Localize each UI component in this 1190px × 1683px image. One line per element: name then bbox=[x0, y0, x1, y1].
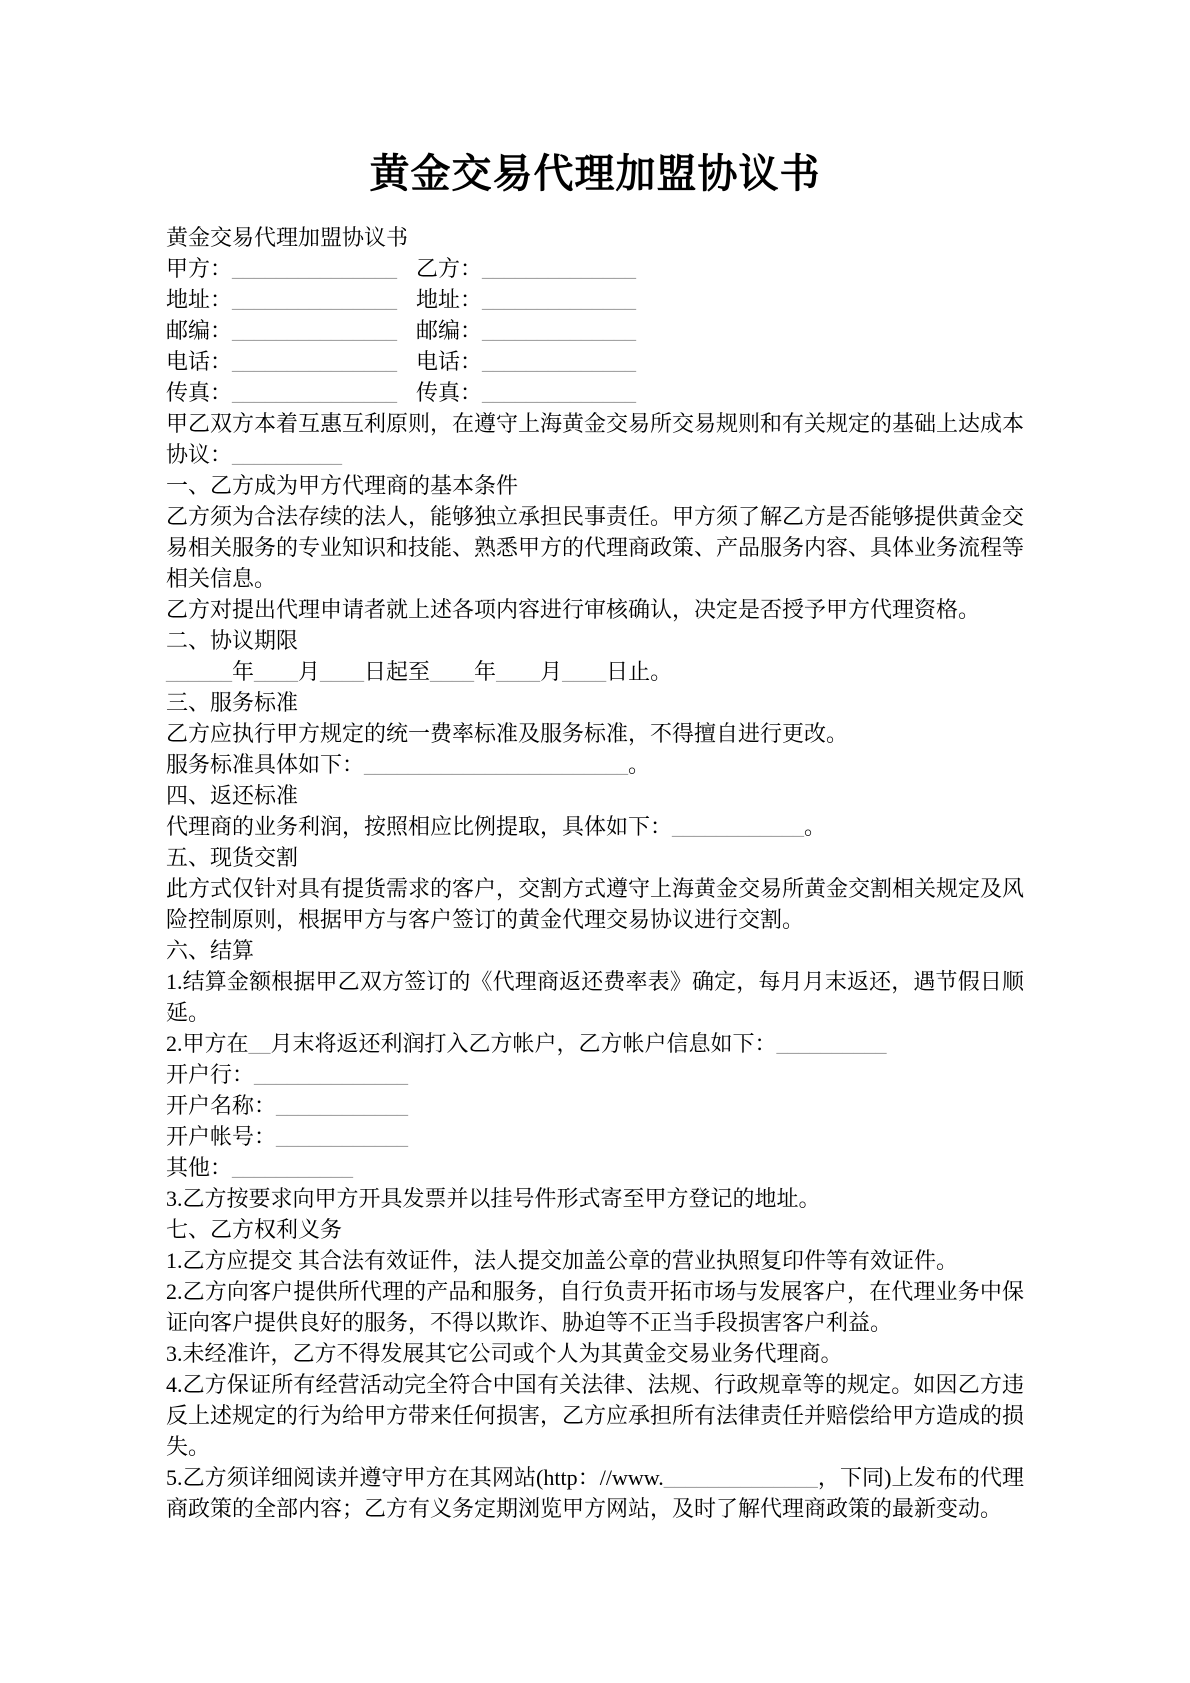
agreement-paragraph: 1.结算金额根据甲乙双方签订的《代理商返还费率表》确定，每月月末返还，遇节假日顺延。 bbox=[166, 969, 1024, 1025]
party-field-left: 甲方：_______________ bbox=[166, 256, 398, 281]
agreement-paragraph: 2.乙方向客户提供所代理的产品和服务，自行负责开拓市场与发展客户，在代理业务中保证向客户提供良好的服务，不得以欺诈、胁迫等不正当手段损害客户利益。 bbox=[166, 1279, 1024, 1335]
party-info-section bbox=[166, 253, 1024, 408]
fill-in-blank: ____ bbox=[562, 659, 607, 684]
agreement-paragraph: 七、乙方权利义务 bbox=[166, 1217, 343, 1242]
agreement-clauses-section bbox=[166, 408, 1024, 1524]
fill-in-blank: _______________ bbox=[232, 349, 398, 374]
fill-in-blank: ________________________ bbox=[364, 752, 629, 777]
fill-in-blank: _______________ bbox=[232, 380, 398, 405]
fill-in-blank: ______________ bbox=[482, 287, 637, 312]
agreement-paragraph: 5.乙方须详细阅读并遵守甲方在其网站(http：//www.______________，下同)上发布的代理商政策的全部内容；乙方有义务定期浏览甲方网站，及时了解代理商政策的最新变动。 bbox=[166, 1465, 1025, 1521]
agreement-paragraph: ______年____月____日起至____年____月____日止。 bbox=[166, 659, 673, 684]
fill-in-blank: ______________ bbox=[482, 380, 637, 405]
fill-in-blank: ___________ bbox=[232, 1155, 354, 1180]
party-field-right: 乙方：______________ bbox=[416, 256, 637, 281]
fill-in-blank: ____ bbox=[430, 659, 475, 684]
agreement-paragraph: 3.乙方按要求向甲方开具发票并以挂号件形式寄至甲方登记的地址。 bbox=[166, 1186, 821, 1211]
document-title: 黄金交易代理加盟协议书 bbox=[369, 151, 821, 196]
party-field-right: 电话：______________ bbox=[416, 349, 637, 374]
fill-in-blank: _______________ bbox=[232, 256, 398, 281]
agreement-paragraph: 开户帐号：____________ bbox=[166, 1124, 409, 1149]
fill-in-blank: ______________ bbox=[482, 349, 637, 374]
agreement-paragraph: 乙方须为合法存续的法人，能够独立承担民事责任。甲方须了解乙方是否能够提供黄金交易相关服务的专业知识和技能、熟悉甲方的代理商政策、产品服务内容、具体业务流程等相关信息。 bbox=[166, 504, 1025, 591]
party-field-left: 电话：_______________ bbox=[166, 349, 398, 374]
agreement-paragraph: 开户名称：____________ bbox=[166, 1093, 409, 1118]
fill-in-blank: ______________ bbox=[254, 1062, 409, 1087]
fill-in-blank: __________ bbox=[776, 1031, 887, 1056]
fill-in-blank: __________ bbox=[232, 442, 343, 467]
party-info-row bbox=[166, 253, 1024, 284]
fill-in-blank: ______ bbox=[166, 659, 232, 684]
agreement-paragraph: 4.乙方保证所有经营活动完全符合中国有关法律、法规、行政规章等的规定。如因乙方违反上述规定的行为给甲方带来任何损害，乙方应承担所有法律责任并赔偿给甲方造成的损失。 bbox=[166, 1372, 1025, 1459]
document-body bbox=[166, 222, 1024, 1524]
party-field-left: 地址：_______________ bbox=[166, 287, 398, 312]
agreement-paragraph: 二、协议期限 bbox=[166, 628, 299, 653]
fill-in-blank: ______________ bbox=[482, 318, 637, 343]
agreement-paragraph: 甲乙双方本着互惠互利原则，在遵守上海黄金交易所交易规则和有关规定的基础上达成本协议：__________ bbox=[166, 411, 1025, 467]
agreement-paragraph: 乙方应执行甲方规定的统一费率标准及服务标准，不得擅自进行更改。 bbox=[166, 721, 849, 746]
document-subtitle: 黄金交易代理加盟协议书 bbox=[166, 225, 409, 250]
fill-in-blank: ______________ bbox=[482, 256, 637, 281]
agreement-paragraph: 3.未经准许，乙方不得发展其它公司或个人为其黄金交易业务代理商。 bbox=[166, 1341, 843, 1366]
fill-in-blank: ____________ bbox=[276, 1093, 409, 1118]
agreement-paragraph: 开户行：______________ bbox=[166, 1062, 409, 1087]
agreement-paragraph: 三、服务标准 bbox=[166, 690, 299, 715]
agreement-paragraph: 2.甲方在__月末将返还利润打入乙方帐户，乙方帐户信息如下：__________ bbox=[166, 1031, 887, 1056]
party-info-row bbox=[166, 315, 1024, 346]
fill-in-blank: ____________ bbox=[276, 1124, 409, 1149]
fill-in-blank: ____ bbox=[320, 659, 365, 684]
party-field-right: 传真：______________ bbox=[416, 380, 637, 405]
agreement-paragraph: 五、现货交割 bbox=[166, 845, 299, 870]
agreement-paragraph: 六、结算 bbox=[166, 938, 255, 963]
party-info-row bbox=[166, 346, 1024, 377]
agreement-paragraph: 服务标准具体如下：________________________。 bbox=[166, 752, 651, 777]
party-field-right: 地址：______________ bbox=[416, 287, 637, 312]
party-info-row bbox=[166, 377, 1024, 408]
agreement-paragraph: 一、乙方成为甲方代理商的基本条件 bbox=[166, 473, 519, 498]
fill-in-blank: _______________ bbox=[232, 287, 398, 312]
fill-in-blank: ____ bbox=[254, 659, 299, 684]
agreement-paragraph: 此方式仅针对具有提货需求的客户，交割方式遵守上海黄金交易所黄金交割相关规定及风险控制原则，根据甲方与客户签订的黄金代理交易协议进行交割。 bbox=[166, 876, 1025, 932]
agreement-paragraph: 其他：___________ bbox=[166, 1155, 354, 1180]
fill-in-blank: ____________ bbox=[672, 814, 805, 839]
fill-in-blank: ______________ bbox=[663, 1465, 818, 1490]
party-field-left: 邮编：_______________ bbox=[166, 318, 398, 343]
party-field-left: 传真：_______________ bbox=[166, 380, 398, 405]
fill-in-blank: ____ bbox=[496, 659, 541, 684]
party-info-row bbox=[166, 284, 1024, 315]
agreement-paragraph: 四、返还标准 bbox=[166, 783, 299, 808]
fill-in-blank: _______________ bbox=[232, 318, 398, 343]
agreement-paragraph: 1.乙方应提交 其合法有效证件，法人提交加盖公章的营业执照复印件等有效证件。 bbox=[166, 1248, 959, 1273]
party-field-right: 邮编：______________ bbox=[416, 318, 637, 343]
fill-in-blank: __ bbox=[248, 1031, 271, 1056]
agreement-paragraph: 乙方对提出代理申请者就上述各项内容进行审核确认，决定是否授予甲方代理资格。 bbox=[166, 597, 981, 622]
agreement-paragraph: 代理商的业务利润，按照相应比例提取，具体如下：____________。 bbox=[166, 814, 827, 839]
